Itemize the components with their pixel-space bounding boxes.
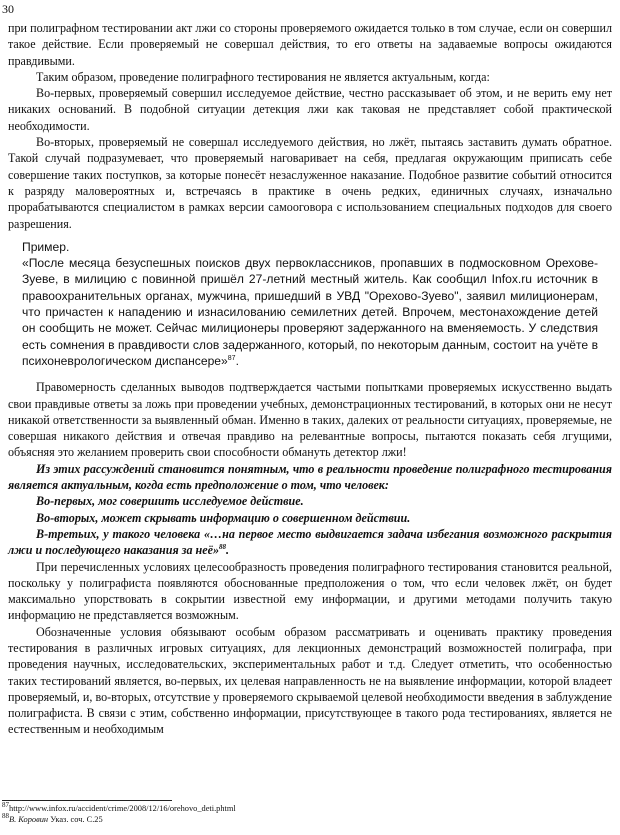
- conclusion-second: Во-вторых, может скрывать информацию о совершенном действии.: [36, 510, 411, 525]
- footnote-text: Указ. соч. С.25: [50, 814, 103, 824]
- example-end: .: [235, 353, 239, 368]
- footnote-ref-88[interactable]: 88: [219, 543, 227, 552]
- paragraph: Во-первых, проверяемый совершил исследуемое действие, честно рассказывает об этом, и не верить ему нет никаких оснований. В подобной ситуации детекция лжи как таковая не представляет собой практической необходимости.: [8, 86, 612, 133]
- main-text: [8, 20, 612, 738]
- footnote-link[interactable]: http://www.infox.ru/accident/crime/2008/12/16/orehovo_deti.phtml: [9, 804, 236, 813]
- paragraph: Правомерность сделанных выводов подтверждается частыми попытками проверяемых искусственно выдать свои правдивые ответы за ложь при проведении учебных, демонстрационных тестирований, в которых они не несут никакой ответственности за выявленный обман. Именно в таких, далеких от реальности ситуациях, проверяемые, не совершая никакого действия и отвечая правдиво на релевантные вопросы, пытаются показать себя лгущими, объясняя это желанием проверить свои способности обмануть детектор лжи!: [8, 380, 612, 460]
- example-text: [22, 255, 598, 369]
- footnote-number: 87: [2, 801, 9, 810]
- paragraph: Обозначенные условия обязывают особым образом рассматривать и оценивать практику проведения тестирования в различных игровых ситуациях, для лекционных демонстраций возможностей полиграфа, при проведения научных, исследовательских, экспериментальных работ и т.д. Следует отметить, что особенностью таких тестирований является, во-первых, их целевая направленность не на выявление информации, которой владеет проверяемый, и, во-вторых, отсутствие у проверяемого скрываемой целевой необходимости введения в заблуждение полиграфиста. В связи с этим, собственно информации, присутствующее в такого рода тестированиях, является не естественным и необходимым: [8, 624, 612, 737]
- conclusion-third-end: .: [226, 543, 230, 558]
- paragraph: Во-вторых, проверяемый не совершал исследуемого действия, но лжёт, пытаясь заставить думать обратное. Такой случай подразумевает, что проверяемый наговаривает на себя, предлагая окружающим приписать себе совершение таких поступков, за которые понесёт незаслуженное наказание. Подобное развитие событий относится к разряду маловероятных и, встречаясь в практике в очень редких, единичных случаях, изначально прорабатываются специалистом в рамках версии самооговора с использованием специальных подходов для своего разрешения.: [8, 135, 612, 231]
- conclusion-block: [8, 461, 612, 559]
- conclusion-lead: Из этих рассуждений становится понятным, что в реальности проведение полиграфного тестирования является актуальным, когда есть предположение о том, что человек:: [8, 461, 612, 493]
- footnote-ref-87[interactable]: 87: [227, 354, 236, 362]
- conclusion-third: [8, 526, 612, 559]
- example-block: [22, 239, 598, 369]
- paragraph: Таким образом, проведение полиграфного тестирования не является актуальным, когда:: [36, 69, 490, 84]
- conclusion-third-text: В-третьих, у такого человека «…на первое место выдвигается задача избегания возможного раскрытия лжи и последующего наказания за неё»: [8, 526, 612, 558]
- footnotes: [0, 800, 620, 825]
- example-quote: «После месяца безуспешных поисков двух первоклассников, пропавших в подмосковном Орехове-Зуеве, в милицию с повинной пришёл 27-летний местный житель. Как сообщил Infox.ru источник в правоохранительных органах, мужчина, пришедший в УВД "Орехово-Зуево", заявил милиционерам, что причастен к нападению и изнасилованию семилетних детей. Впрочем, местонахождение детей он сообщить не может. Сейчас милиционеры проверяют задержанного на вменяемость. У следствия есть сомнения в правдивости слов задержанного, который, по некоторым данным, состоит на учёте в психоневрологическом диспансере»: [22, 256, 598, 368]
- page-number: 30: [2, 2, 14, 16]
- footnote-number: 88: [2, 811, 9, 820]
- footnote-88: [2, 811, 620, 826]
- conclusion-first: Во-первых, мог совершить исследуемое действие.: [36, 494, 304, 509]
- example-title: Пример.: [22, 239, 70, 254]
- paragraph: При перечисленных условиях целесообразность проведения полиграфного тестирования становится реальной, поскольку у полиграфиста появляются обоснованные предположения о том, что если человек лжёт, он будет максимально упорствовать в сокрытии известной ему информации, и другими методами получить такую информацию не представляется возможным.: [8, 559, 612, 623]
- footnote-87: [2, 801, 620, 815]
- footnote-divider: [2, 800, 172, 801]
- footnote-author: В. Коровин: [9, 814, 49, 824]
- paragraph: при полиграфном тестировании акт лжи со стороны проверяемого ожидается только в том случае, если он совершил такое действие. Если проверяемый не совершал действия, то его ответы на задаваемые вопросы ожидаются правдивыми.: [8, 21, 612, 68]
